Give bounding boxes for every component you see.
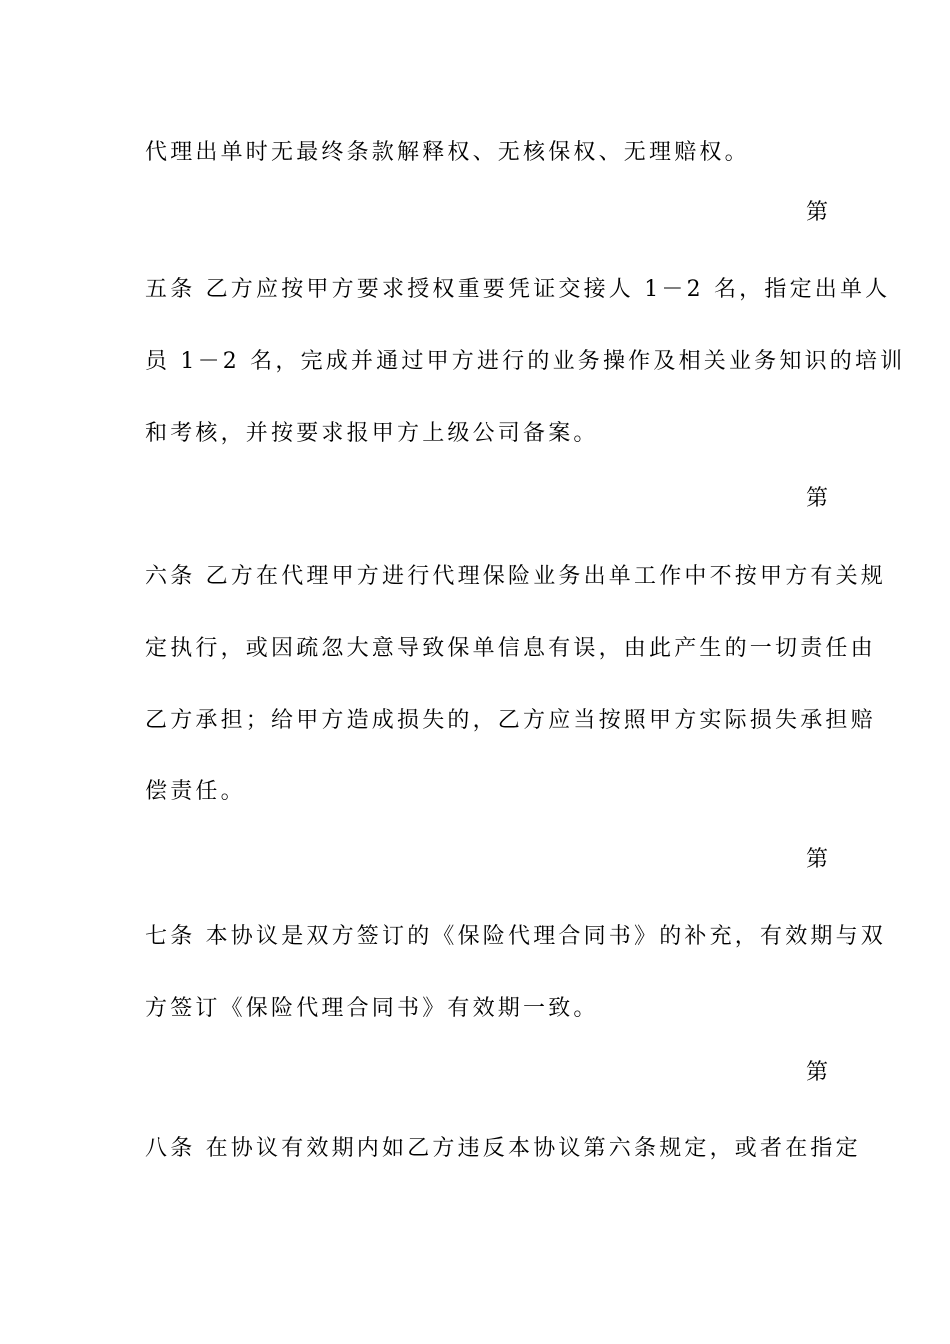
article-7-line: 七条 本协议是双方签订的《保险代理合同书》的补充，有效期与双 [145, 924, 886, 949]
paragraph-line: 定执行，或因疏忽大意导致保单信息有误，由此产生的一切责任由 [145, 636, 876, 661]
paragraph-line: 乙方承担；给甲方造成损失的，乙方应当按照甲方实际损失承担赔 [145, 708, 876, 733]
paragraph-line: 代理出单时无最终条款解释权、无核保权、无理赔权。 [145, 140, 750, 165]
article-marker: 第 [805, 1060, 828, 1085]
article-marker: 第 [805, 847, 828, 872]
paragraph-line: 员 1－2 名，完成并通过甲方进行的业务操作及相关业务知识的培训 [145, 349, 906, 374]
article-8-line: 八条 在协议有效期内如乙方违反本协议第六条规定，或者在指定 [145, 1136, 861, 1161]
paragraph-line: 方签订《保险代理合同书》有效期一致。 [145, 996, 599, 1021]
article-marker: 第 [805, 486, 828, 511]
article-6-line: 六条 乙方在代理甲方进行代理保险业务出单工作中不按甲方有关规 [145, 564, 886, 589]
paragraph-line: 偿责任。 [145, 779, 246, 804]
article-marker: 第 [805, 200, 828, 225]
paragraph-line: 和考核，并按要求报甲方上级公司备案。 [145, 421, 599, 446]
article-5-line: 五条 乙方应按甲方要求授权重要凭证交接人 1－2 名，指定出单人 [145, 277, 891, 302]
